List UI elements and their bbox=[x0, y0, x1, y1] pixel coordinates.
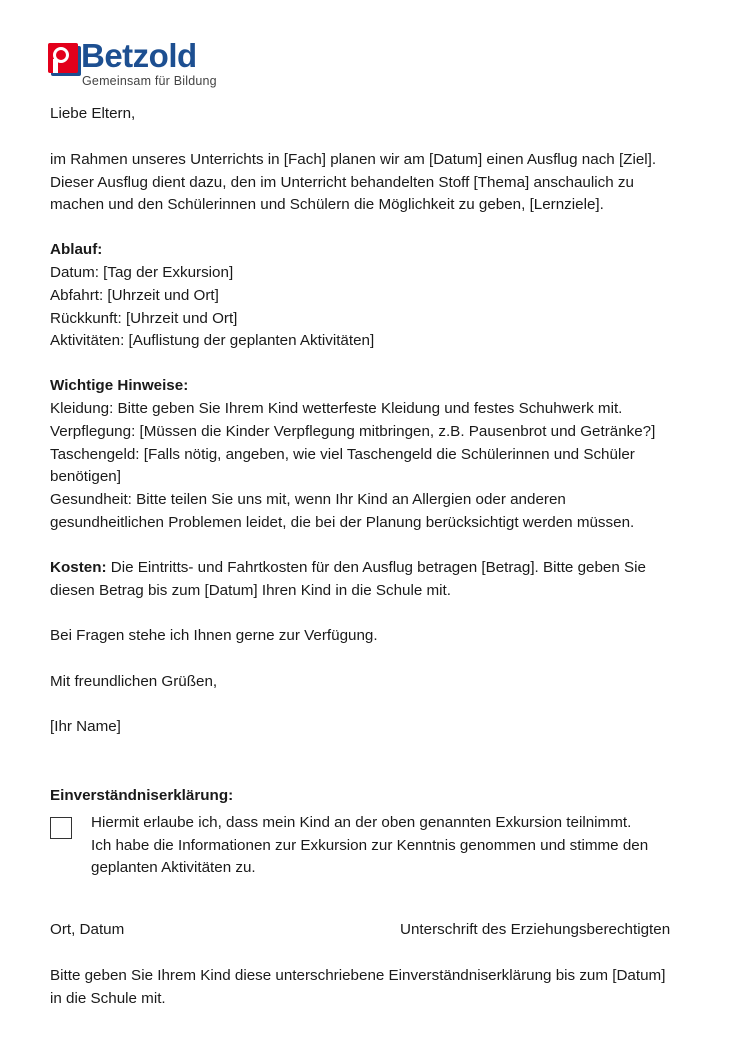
betzold-logo-mark-icon bbox=[48, 43, 78, 73]
footer-line: in die Schule mit. bbox=[50, 990, 166, 1007]
ablauf-heading: Ablauf: bbox=[50, 241, 103, 258]
ablauf-line: Datum: [Tag der Exkursion] bbox=[50, 264, 234, 281]
hinweise-line: benötigen] bbox=[50, 468, 121, 485]
ablauf-line: Abfahrt: [Uhrzeit und Ort] bbox=[50, 287, 219, 304]
hinweise-line: Kleidung: Bitte geben Sie Ihrem Kind wetterfeste Kleidung und festes Schuhwerk mit. bbox=[50, 400, 623, 417]
consent-line: Hiermit erlaube ich, dass mein Kind an der oben genannten Exkursion teilnimmt. bbox=[91, 814, 632, 831]
consent-text bbox=[91, 812, 648, 880]
greeting: Liebe Eltern, bbox=[50, 105, 136, 122]
place-date-label: Ort, Datum bbox=[50, 921, 125, 938]
fragen-text: Bei Fragen stehe ich Ihnen gerne zur Verfügung. bbox=[50, 627, 378, 644]
intro-line: machen und den Schülerinnen und Schülern die Möglichkeit zu geben, [Lernziele]. bbox=[50, 196, 604, 213]
consent-heading: Einverständniserklärung: bbox=[50, 787, 234, 804]
hinweise-line: Gesundheit: Bitte teilen Sie uns mit, wenn Ihr Kind an Allergien oder anderen bbox=[50, 491, 566, 508]
betzold-logo bbox=[48, 37, 248, 92]
ablauf-line: Aktivitäten: [Auflistung der geplanten Aktivitäten] bbox=[50, 332, 375, 349]
footer-line: Bitte geben Sie Ihrem Kind diese unterschriebene Einverständniserklärung bis zum [Datum] bbox=[50, 967, 666, 984]
logo-name: Betzold bbox=[81, 37, 197, 74]
ablauf-line: Rückkunft: [Uhrzeit und Ort] bbox=[50, 310, 238, 327]
signature-label: Unterschrift des Erziehungsberechtigten bbox=[400, 921, 671, 938]
kosten-line: diesen Betrag bis zum [Datum] Ihren Kind in die Schule mit. bbox=[50, 582, 451, 599]
sender-name: [Ihr Name] bbox=[50, 718, 121, 735]
kosten-text: Die Eintritts- und Fahrtkosten für den Ausflug betragen [Betrag]. Bitte geben Sie bbox=[106, 559, 646, 576]
intro-line: Dieser Ausflug dient dazu, den im Unterricht behandelten Stoff [Thema] anschaulich zu bbox=[50, 174, 634, 191]
hinweise-line: Taschengeld: [Falls nötig, angeben, wie viel Taschengeld die Schülerinnen und Schüler bbox=[50, 446, 635, 463]
closing: Mit freundlichen Grüßen, bbox=[50, 673, 218, 690]
consent-line: geplanten Aktivitäten zu. bbox=[91, 859, 256, 877]
kosten-label: Kosten: bbox=[50, 559, 107, 576]
consent-checkbox[interactable] bbox=[50, 817, 72, 839]
logo-tagline: Gemeinsam für Bildung bbox=[82, 74, 217, 88]
consent-line: Ich habe die Informationen zur Exkursion zur Kenntnis genommen und stimme den bbox=[91, 836, 649, 854]
intro-line: im Rahmen unseres Unterrichts in [Fach] planen wir am [Datum] einen Ausflug nach [Ziel]. bbox=[50, 151, 657, 168]
hinweise-line: Verpflegung: [Müssen die Kinder Verpflegung mitbringen, z.B. Pausenbrot und Getränke?] bbox=[50, 423, 656, 440]
hinweise-heading: Wichtige Hinweise: bbox=[50, 377, 189, 394]
hinweise-line: gesundheitlichen Problemen leidet, die bei der Planung berücksichtigt werden müssen. bbox=[50, 514, 635, 531]
kosten-line bbox=[50, 557, 646, 580]
